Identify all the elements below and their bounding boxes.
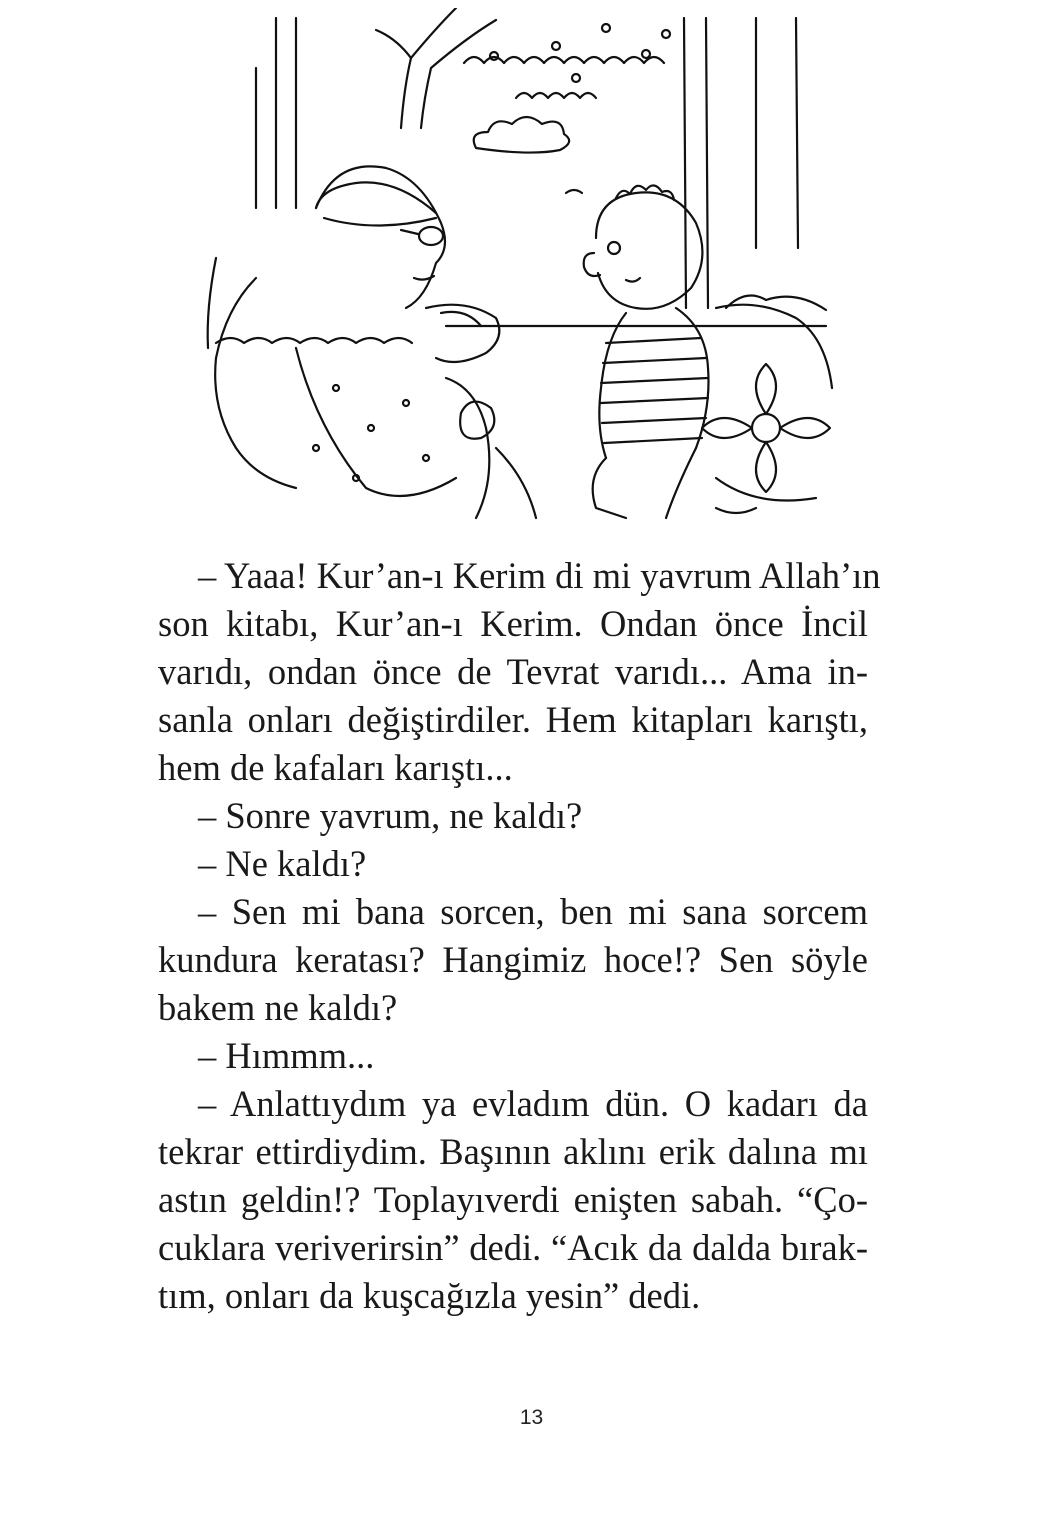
text-line: – Anlattıydım ya evladım dün. O kadarı da xyxy=(198,1083,868,1124)
text-line: kundura keratası? Hangimiz hoce!? Sen söyle xyxy=(158,939,868,980)
text-line: tekrar ettirdiydim. Başının aklını erik dalına mı xyxy=(158,1131,868,1172)
text-line: – Sen mi bana sorcen, ben mi sana sorcem xyxy=(198,891,868,932)
text-line: sanla onları değiştirdiler. Hem kitapları karıştı, xyxy=(158,699,868,740)
page-number: 13 xyxy=(519,1406,544,1429)
paragraph-1 xyxy=(158,552,881,792)
text-line: cuklara veriverirsin” dedi. “Acık da dalda bırak- xyxy=(158,1227,868,1268)
paragraph-6 xyxy=(158,1080,868,1320)
text-line: bakem ne kaldı? xyxy=(158,987,398,1028)
text-line: – Ne kaldı? xyxy=(198,843,367,884)
text-line: – Yaaa! Kur’an-ı Kerim di mi yavrum Allah’ın xyxy=(198,555,881,596)
text-line: – Sonre yavrum, ne kaldı? xyxy=(198,795,583,836)
text-line: tım, onları da kuşcağızla yesin” dedi. xyxy=(158,1275,701,1316)
story-illustration xyxy=(196,8,836,528)
text-line: hem de kafaları karıştı... xyxy=(158,747,513,788)
paragraph-3 xyxy=(158,840,868,888)
paragraph-2 xyxy=(158,792,868,840)
text-line: astın geldin!? Toplayıverdi enişten sabah. “Ço- xyxy=(158,1179,868,1220)
paragraph-4 xyxy=(158,888,868,1032)
text-line: varıdı, ondan önce de Tevrat varıdı... Ama in- xyxy=(158,651,868,692)
text-line: son kitabı, Kur’an-ı Kerim. Ondan önce İncil xyxy=(158,603,868,644)
story-text xyxy=(158,552,881,1320)
grandmother-and-boy-drawing xyxy=(196,8,836,528)
text-line: – Hımmm... xyxy=(198,1035,375,1076)
paragraph-5 xyxy=(158,1032,868,1080)
